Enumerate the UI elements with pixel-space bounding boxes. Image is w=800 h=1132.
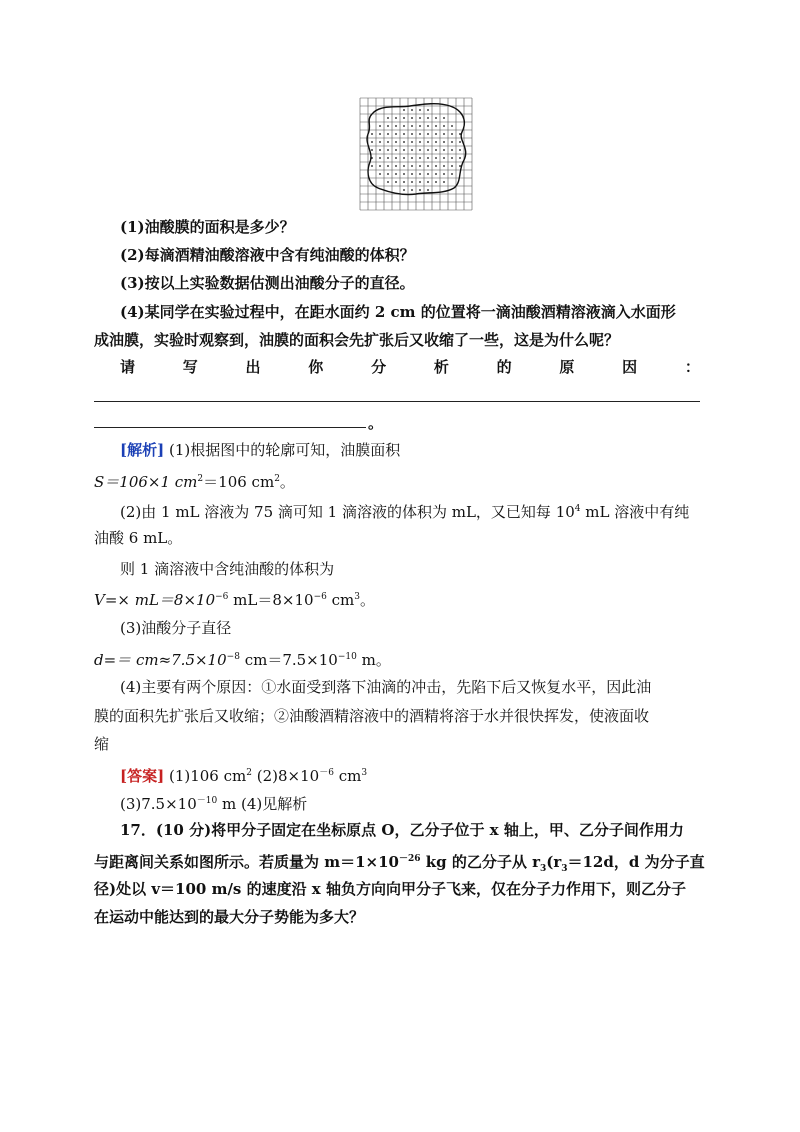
grid-dot — [419, 141, 421, 143]
grid-dot — [411, 189, 413, 191]
prompt-char: 你 — [308, 358, 324, 376]
grid-dot — [427, 133, 429, 135]
eq-sup: －26 — [398, 854, 421, 864]
grid-dot — [411, 149, 413, 151]
grid-dot — [403, 165, 405, 167]
analysis-line-1 — [120, 439, 400, 461]
grid-dot — [427, 181, 429, 183]
q17-line-3: 径)处以 v＝100 m/s 的速度沿 x 轴负方向向甲分子飞来，仅在分子力作用下，则乙分子 — [94, 880, 686, 898]
grid-dot — [379, 125, 381, 127]
grid-dot — [451, 149, 453, 151]
answer-blank-end-mark: 。 — [368, 414, 384, 432]
grid-dot — [371, 141, 373, 143]
eq-sup: 3 — [361, 768, 368, 778]
grid-dot — [459, 133, 461, 135]
answer-line-1 — [120, 762, 367, 787]
grid-dot — [451, 133, 453, 135]
grid-dot — [419, 109, 421, 111]
grid-dot — [427, 125, 429, 127]
prompt-char: 写 — [182, 358, 198, 376]
q17-line-1: 17．(10 分)将甲分子固定在坐标原点 O，乙分子位于 x 轴上，甲、乙分子间作用力 — [120, 821, 684, 839]
grid-dot — [427, 165, 429, 167]
analysis-line-7: (4)主要有两个原因：①水面受到落下油滴的冲击，先陷下后又恢复水平，因此油 — [120, 678, 652, 696]
eq-part: V=× mL＝8×10 — [94, 591, 216, 609]
grid-dot — [387, 173, 389, 175]
grid-dot — [411, 125, 413, 127]
analysis-text: (1)根据图中的轮廓可知，油膜面积 — [168, 441, 401, 459]
eq-sup: −10 — [337, 652, 357, 662]
analysis-line-3: 则 1 滴溶液中含纯油酸的体积为 — [120, 560, 335, 578]
grid-dot — [411, 141, 413, 143]
prompt-char: 分 — [371, 358, 387, 376]
grid-dot — [395, 125, 397, 127]
eq-sup: 2 — [197, 474, 204, 484]
grid-dot — [427, 117, 429, 119]
eq-sup: 2 — [246, 768, 252, 778]
prompt-char: 请 — [120, 358, 136, 376]
eq-part: cm — [326, 591, 355, 609]
eq-sup: 2 — [274, 474, 280, 484]
grid-dot — [403, 149, 405, 151]
grid-dot — [435, 181, 437, 183]
grid-dot — [379, 165, 381, 167]
prompt-char: ： — [684, 358, 700, 376]
grid-dot — [419, 173, 421, 175]
eq-part: (2)由 1 mL 溶液为 75 滴可知 1 滴溶液的体积为 mL，又已知每 10 — [120, 503, 575, 521]
analysis-line-2b: 油酸 6 mL。 — [94, 529, 183, 547]
grid-dot — [387, 125, 389, 127]
grid-dot — [411, 165, 413, 167]
grid-dot — [435, 141, 437, 143]
grid-dot — [443, 141, 445, 143]
grid-dot — [379, 173, 381, 175]
grid-dot — [411, 109, 413, 111]
grid-dot — [403, 157, 405, 159]
grid-dot — [443, 181, 445, 183]
eq-sub: 3 — [539, 864, 547, 874]
analysis-line-2a — [120, 498, 689, 523]
grid-dot — [427, 141, 429, 143]
grid-dot — [435, 157, 437, 159]
grid-dot — [395, 173, 397, 175]
q17-line-2 — [94, 848, 705, 880]
grid-dot — [379, 141, 381, 143]
grid-dot — [459, 157, 461, 159]
grid-dot — [403, 189, 405, 191]
q16-answer-prompt — [120, 356, 700, 378]
grid-dot — [427, 157, 429, 159]
eq-part: d=＝ cm≈7.5×10 — [94, 651, 227, 669]
eq-sup: 3 — [354, 592, 360, 602]
eq-part: S＝106×1 cm — [94, 473, 198, 491]
grid-dot — [387, 181, 389, 183]
grid-dot — [395, 149, 397, 151]
q16-part4-line1: (4)某同学在实验过程中，在距水面约 2 cm 的位置将一滴油酸酒精溶液滴入水面形 — [120, 303, 676, 321]
eq-part: (3)7.5×10 — [120, 795, 197, 813]
analysis-line-8: 膜的面积先扩张后又收缩；②油酸酒精溶液中的酒精将溶于水并很快挥发，使液面收 — [94, 707, 650, 725]
grid-dot — [435, 149, 437, 151]
eq-part: ＝12d，d 为分子直 — [567, 853, 705, 871]
grid-dot — [371, 157, 373, 159]
eq-sup: −6 — [313, 592, 327, 602]
grid-dot — [387, 157, 389, 159]
analysis-line-9: 缩 — [94, 735, 110, 753]
eq-part: mL＝8×10 — [228, 591, 314, 609]
grid-dot — [403, 125, 405, 127]
grid-dot — [395, 165, 397, 167]
grid-dot — [403, 133, 405, 135]
grid-dot — [403, 117, 405, 119]
grid-dot — [411, 133, 413, 135]
grid-dot — [435, 117, 437, 119]
eq-sup: －10 — [196, 796, 218, 806]
eq-sup: −6 — [215, 592, 229, 602]
q16-part2: (2)每滴酒精油酸溶液中含有纯油酸的体积？ — [120, 246, 415, 264]
analysis-tag: [解析] — [120, 441, 165, 459]
eq-part: cm — [333, 767, 362, 785]
eq-part: 。 — [279, 473, 295, 491]
eq-sup: 4 — [574, 504, 581, 514]
oil-film-outline — [367, 104, 466, 195]
grid-dot — [411, 157, 413, 159]
grid-dot — [451, 157, 453, 159]
q16-part1: (1)油酸膜的面积是多少？ — [120, 218, 295, 236]
oil-film-grid-svg — [358, 96, 474, 212]
grid-dot — [395, 181, 397, 183]
grid-dot — [459, 165, 461, 167]
grid-dot — [371, 133, 373, 135]
grid-dot — [387, 165, 389, 167]
answer-line-2 — [120, 790, 307, 815]
eq-part: (r — [546, 853, 562, 871]
q16-part3: (3)按以上实验数据估测出油酸分子的直径。 — [120, 274, 415, 292]
grid-dot — [411, 173, 413, 175]
prompt-char: 原 — [559, 358, 575, 376]
eq-part: 。 — [359, 591, 375, 609]
grid-dot — [411, 117, 413, 119]
answer-blank-line-2 — [94, 427, 366, 428]
grid-dot — [443, 133, 445, 135]
grid-dot — [403, 173, 405, 175]
analysis-diameter-equation — [94, 646, 391, 671]
grid-dot — [435, 165, 437, 167]
grid-dot — [371, 165, 373, 167]
grid-dot — [395, 157, 397, 159]
grid-dot — [387, 141, 389, 143]
q16-part4-line2: 成油膜，实验时观察到，油膜的面积会先扩张后又收缩了一些，这是为什么呢？ — [94, 331, 620, 349]
grid-dot — [427, 189, 429, 191]
oil-film-grid-figure — [358, 96, 474, 212]
grid-dot — [435, 125, 437, 127]
grid-dot — [387, 133, 389, 135]
q17-line-4: 在运动中能达到的最大分子势能为多大？ — [94, 908, 365, 926]
grid-dot — [419, 149, 421, 151]
grid-dot — [395, 117, 397, 119]
eq-part: cm＝7.5×10 — [239, 651, 338, 669]
grid-dot — [411, 181, 413, 183]
prompt-char: 的 — [496, 358, 512, 376]
answer-blank-line-1 — [94, 401, 700, 402]
grid-dot — [443, 149, 445, 151]
eq-part: m (4)见解析 — [217, 795, 308, 813]
grid-dot — [451, 173, 453, 175]
grid-dot — [451, 125, 453, 127]
analysis-line-5: (3)油酸分子直径 — [120, 619, 232, 637]
eq-part: (2)8×10 — [251, 767, 320, 785]
eq-part: kg 的乙分子从 r — [420, 853, 540, 871]
grid-dot — [419, 181, 421, 183]
grid-dot — [443, 165, 445, 167]
eq-part: (1)106 cm — [164, 767, 247, 785]
eq-sub: 3 — [561, 864, 568, 874]
eq-sup: －6 — [319, 768, 334, 778]
grid-dot — [443, 157, 445, 159]
grid-dot — [451, 165, 453, 167]
grid-dot — [419, 165, 421, 167]
grid-dot — [443, 125, 445, 127]
grid-dot — [419, 133, 421, 135]
grid-dot — [403, 109, 405, 111]
grid-dot — [427, 149, 429, 151]
analysis-volume-equation — [94, 586, 375, 611]
grid-dot — [427, 109, 429, 111]
grid-dot — [395, 133, 397, 135]
eq-part: 与距离间关系如图所示。若质量为 m＝1×10 — [94, 853, 399, 871]
grid-dot — [403, 181, 405, 183]
grid-dot — [419, 189, 421, 191]
eq-part: ＝106 cm — [203, 473, 275, 491]
grid-dot — [443, 173, 445, 175]
grid-dot — [459, 149, 461, 151]
eq-sup: −8 — [226, 652, 240, 662]
grid-dot — [387, 149, 389, 151]
grid-dot — [459, 141, 461, 143]
prompt-char: 析 — [433, 358, 449, 376]
grid-dot — [403, 141, 405, 143]
grid-dot — [419, 125, 421, 127]
grid-dot — [387, 117, 389, 119]
grid-dot — [419, 117, 421, 119]
answer-tag: [答案] — [120, 767, 165, 785]
grid-dot — [435, 173, 437, 175]
grid-dot — [427, 173, 429, 175]
grid-dot — [395, 141, 397, 143]
grid-dot — [451, 141, 453, 143]
analysis-area-equation — [94, 468, 295, 493]
eq-part: mL 溶液中有纯 — [580, 503, 690, 521]
grid-dot — [435, 133, 437, 135]
grid-dot — [371, 149, 373, 151]
prompt-char: 出 — [245, 358, 261, 376]
grid-dot — [379, 149, 381, 151]
eq-part: m。 — [356, 651, 391, 669]
grid-dot — [419, 157, 421, 159]
grid-dot — [379, 157, 381, 159]
grid-dot — [379, 133, 381, 135]
prompt-char: 因 — [622, 358, 638, 376]
grid-dot — [443, 117, 445, 119]
